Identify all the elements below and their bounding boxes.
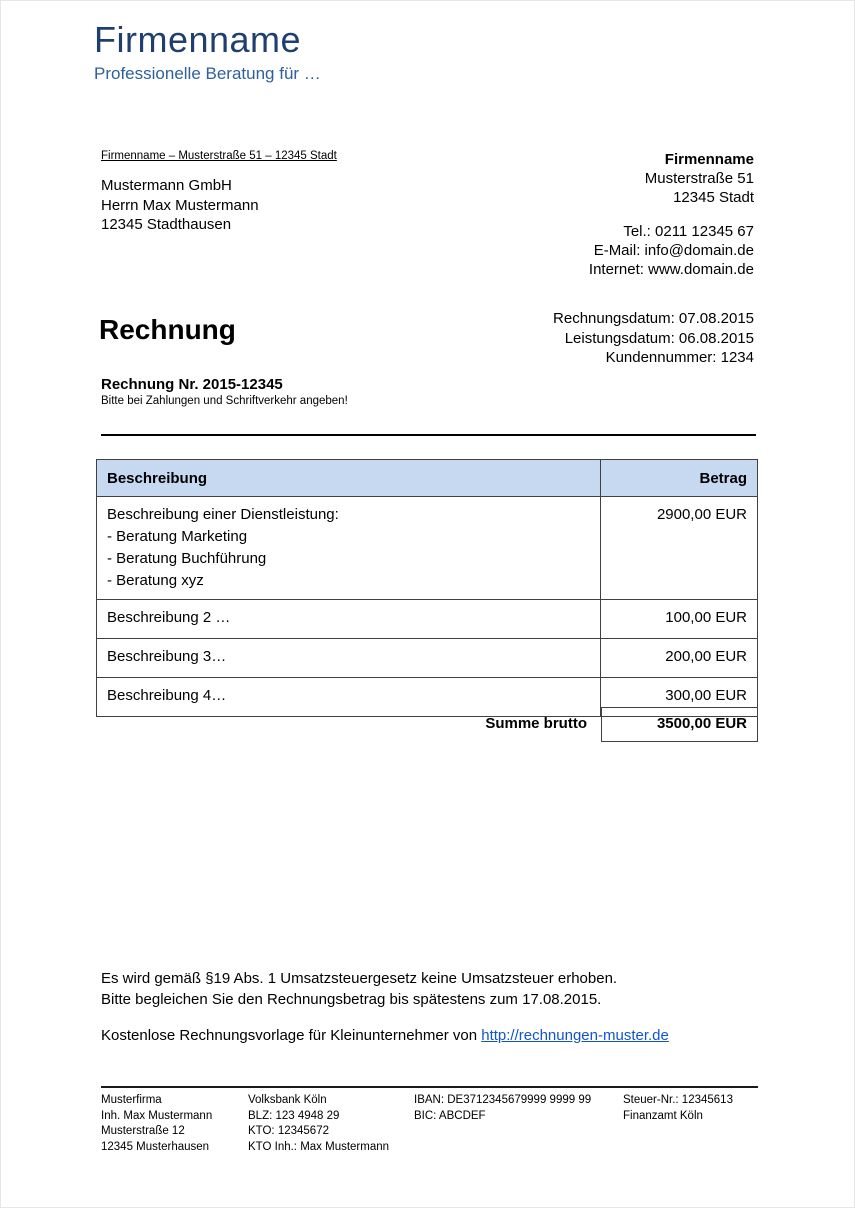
footer-bank-name: Volksbank Köln xyxy=(248,1094,327,1106)
table-row xyxy=(97,600,758,639)
item-amount: 2900,00 EUR xyxy=(601,497,758,600)
recipient-company: Mustermann GmbH xyxy=(101,177,232,194)
divider-rule xyxy=(101,434,756,436)
invoice-date: Rechnungsdatum: 07.08.2015 xyxy=(553,310,754,327)
item-description: Beschreibung 3… xyxy=(97,639,601,678)
footer-tax-number: Steuer-Nr.: 12345613 xyxy=(623,1094,733,1106)
company-name: Firmenname xyxy=(664,151,754,168)
tax-note-line: Es wird gemäß §19 Abs. 1 Umsatzsteuergesetz keine Umsatzsteuer erhoben. xyxy=(101,970,618,987)
source-note-text: Kostenlose Rechnungsvorlage für Kleinunternehmer von xyxy=(101,1027,482,1044)
company-city: 12345 Stadt xyxy=(673,189,754,206)
line-items-table xyxy=(96,459,758,717)
table-header-row xyxy=(97,460,758,497)
footer-iban-column xyxy=(414,1093,619,1124)
footer-company-name: Musterfirma xyxy=(101,1094,162,1106)
footer-company-owner: Inh. Max Mustermann xyxy=(101,1109,213,1122)
brand-header xyxy=(94,19,321,85)
source-note xyxy=(101,1027,669,1044)
footer-bank-holder: KTO Inh.: Max Mustermann xyxy=(248,1140,390,1153)
footer-company-city: 12345 Musterhausen xyxy=(101,1140,210,1153)
company-phone: Tel.: 0211 12345 67 xyxy=(623,223,754,240)
footer-iban: IBAN: DE3712345679999 9999 99 xyxy=(414,1094,592,1106)
table-row xyxy=(97,639,758,678)
source-link[interactable]: http://rechnungen-muster.de xyxy=(481,1027,669,1044)
page-title: Rechnung xyxy=(99,314,236,345)
table-row xyxy=(97,497,758,600)
sender-line: Firmenname – Musterstraße 51 – 12345 Stadt xyxy=(101,150,337,162)
column-header-description: Beschreibung xyxy=(97,460,601,497)
item-amount: 100,00 EUR xyxy=(601,600,758,639)
item-description: Beschreibung 4… xyxy=(97,678,601,717)
invoice-number-note: Bitte bei Zahlungen und Schriftverkehr angeben! xyxy=(101,395,348,407)
item-description-line: - Beratung Marketing xyxy=(107,528,248,545)
item-amount: 200,00 EUR xyxy=(601,639,758,678)
customer-number: Kundennummer: 1234 xyxy=(605,349,754,366)
item-amount: 300,00 EUR xyxy=(601,678,758,717)
recipient-address xyxy=(101,176,259,235)
service-date: Leistungsdatum: 06.08.2015 xyxy=(564,329,754,347)
recipient-city: 12345 Stadthausen xyxy=(101,216,232,233)
company-contact xyxy=(589,222,754,279)
payment-note-line: Bitte begleichen Sie den Rechnungsbetrag bis spätestens zum 17.08.2015. xyxy=(101,991,602,1008)
total-label: Summe brutto xyxy=(485,715,587,732)
footer-company-column xyxy=(101,1093,246,1155)
footer-bank-kto: KTO: 12345672 xyxy=(248,1125,329,1137)
recipient-person: Herrn Max Mustermann xyxy=(101,196,259,214)
company-info-block xyxy=(589,150,754,279)
footer-bic: BIC: ABCDEF xyxy=(414,1109,486,1122)
total-amount: 3500,00 EUR xyxy=(601,707,758,742)
item-description-line: Beschreibung einer Dienstleistung: xyxy=(107,506,339,523)
item-description xyxy=(97,497,601,600)
footer-bank-blz: BLZ: 123 4948 29 xyxy=(248,1109,340,1122)
footer-tax-office: Finanzamt Köln xyxy=(623,1109,703,1122)
item-description: Beschreibung 2 … xyxy=(97,600,601,639)
tax-notes xyxy=(101,968,617,1010)
footer-rule xyxy=(101,1086,758,1088)
footer-bank-column xyxy=(248,1093,413,1155)
footer-tax-column xyxy=(623,1093,758,1124)
company-email: E-Mail: info@domain.de xyxy=(593,242,754,259)
brand-name: Firmenname xyxy=(94,19,302,60)
item-description-line: - Beratung xyz xyxy=(107,572,204,589)
column-header-amount: Betrag xyxy=(601,460,758,497)
brand-tagline: Professionelle Beratung für … xyxy=(94,64,321,83)
invoice-meta xyxy=(553,309,754,368)
total-row xyxy=(96,707,758,742)
item-description-line: - Beratung Buchführung xyxy=(107,550,267,567)
invoice-number-heading: Rechnung Nr. 2015-12345 xyxy=(101,376,283,393)
company-street: Musterstraße 51 xyxy=(644,170,754,187)
company-internet: Internet: www.domain.de xyxy=(588,261,754,278)
footer-company-street: Musterstraße 12 xyxy=(101,1125,185,1137)
